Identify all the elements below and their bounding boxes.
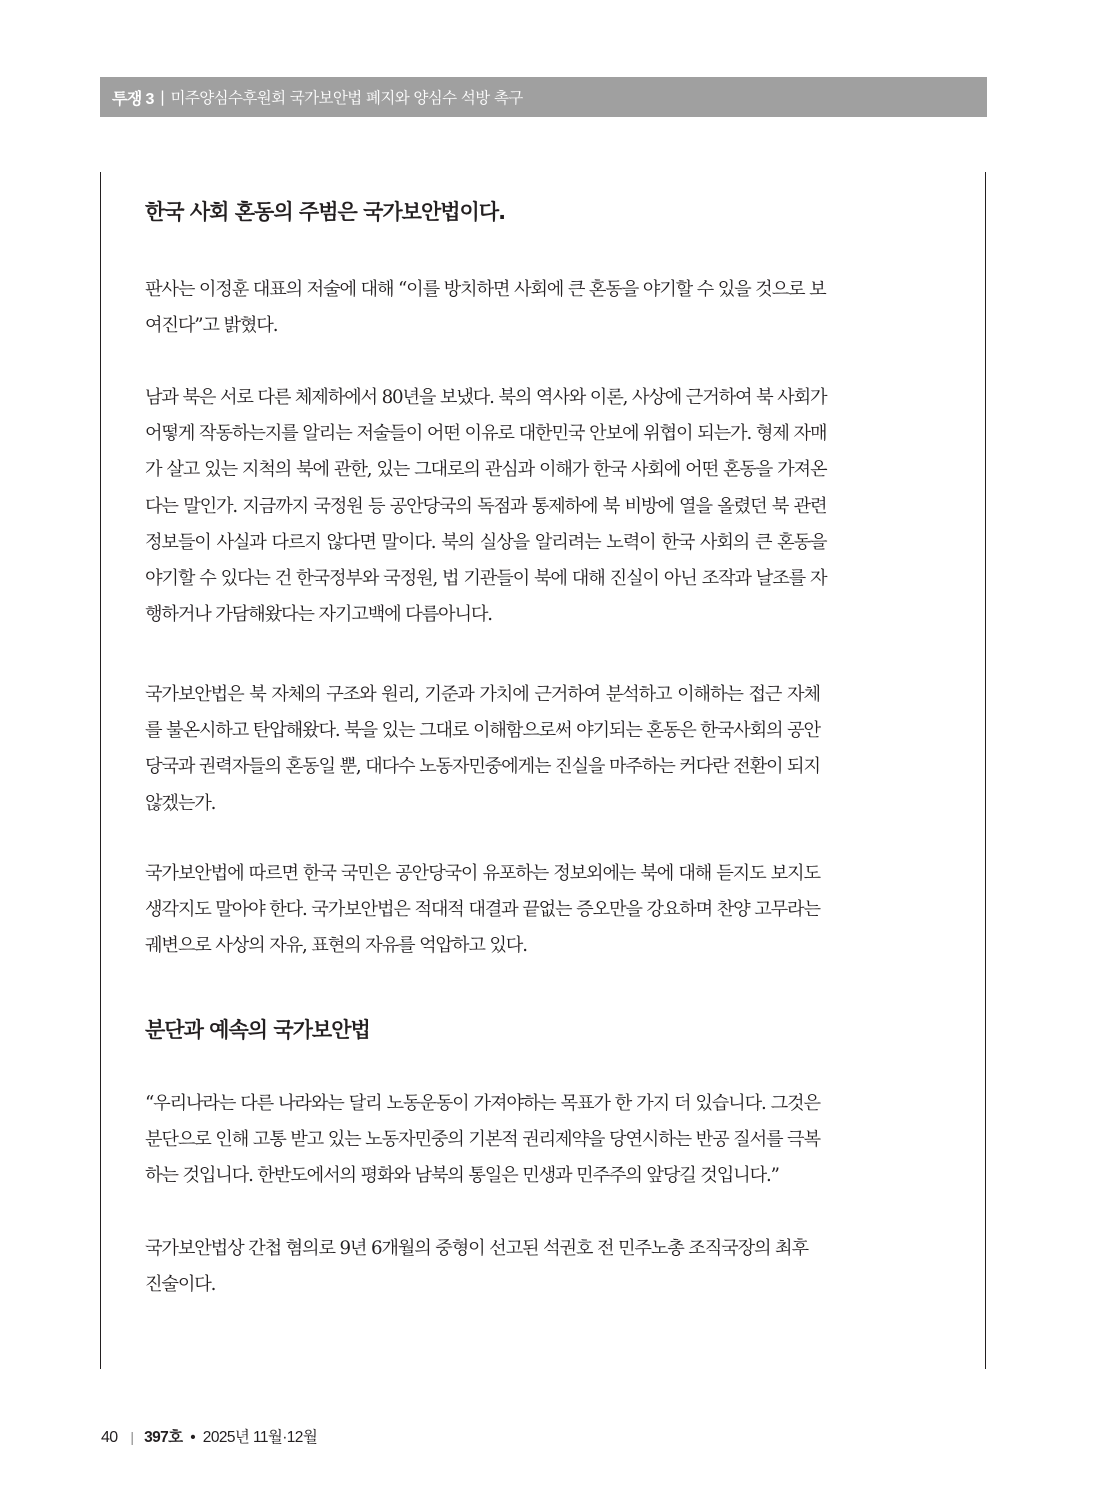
text-line: 야기할 수 있다는 건 한국정부와 국정원, 법 기관들이 북에 대해 진실이 아닌 조작과 날조를 자	[145, 568, 827, 590]
text-line: 국가보안법상 간첩 혐의로 9년 6개월의 중형이 선고된 석권호 전 민주노총 조직국장의 최후	[145, 1238, 808, 1259]
text-line: 궤변으로 사상의 자유, 표현의 자유를 억압하고 있다.	[145, 935, 527, 957]
subheading-main-culprit: 한국 사회 혼동의 주범은 국가보안법이다.	[145, 200, 506, 224]
text-line: 하는 것입니다. 한반도에서의 평화와 남북의 통일은 민생과 민주주의 앞당길 것입니다.”	[145, 1165, 779, 1187]
left-border-rule	[100, 172, 101, 1369]
text-line: 정보들이 사실과 다르지 않다면 말이다. 북의 실상을 알리려는 노력이 한국 사회의 큰 혼동을	[145, 531, 827, 553]
header-separator: |	[159, 88, 165, 106]
text-line: 남과 북은 서로 다른 체제하에서 80년을 보냈다. 북의 역사와 이론, 사상에 근거하여 북 사회가	[145, 387, 827, 408]
text-line: 판사는 이정훈 대표의 저술에 대해 “이를 방치하면 사회에 큰 혼동을 야기할 수 있을 것으로 보	[145, 279, 826, 300]
text-line: 국가보안법에 따르면 한국 국민은 공안당국이 유포하는 정보외에는 북에 대해 듣지도 보지도	[145, 863, 820, 884]
footer-separator: |	[130, 1429, 134, 1445]
text-line: 진술이다.	[145, 1274, 216, 1296]
issue-number: 397호	[144, 1429, 183, 1446]
paragraph-quote	[145, 1086, 820, 1195]
paragraph-nsa-suppression	[145, 677, 820, 822]
section-header-bar	[100, 77, 987, 117]
text-line: 행하거나 가담해왔다는 자기고백에 다름아니다.	[145, 604, 492, 626]
right-border-rule	[985, 172, 986, 1369]
page-number: 40	[101, 1429, 118, 1446]
text-line: “우리나라는 다른 나라와는 달리 노동운동이 가져야하는 목표가 한 가지 더 있습니다. 그것은	[145, 1093, 820, 1114]
section-title: 미주양심수후원회 국가보안법 폐지와 양심수 석방 촉구	[170, 89, 523, 107]
text-line: 여진다”고 밝혔다.	[145, 315, 278, 337]
text-line: 생각지도 말아야 한다. 국가보안법은 적대적 대결과 끝없는 증오만을 강요하며 찬양 고무라는	[145, 899, 820, 921]
page-footer	[101, 1425, 317, 1447]
subheading-division-subordination: 분단과 예속의 국가보안법	[145, 1018, 370, 1042]
text-line: 가 살고 있는 지척의 북에 관한, 있는 그대로의 관심과 이해가 한국 사회에 어떤 혼동을 가져온	[145, 459, 827, 481]
section-label: 투쟁 3	[112, 90, 154, 108]
issue-date: 2025년 11월·12월	[202, 1429, 318, 1446]
text-line: 다는 말인가. 지금까지 국정원 등 공안당국의 독점과 통제하에 북 비방에 열을 올렸던 북 관련	[145, 495, 827, 517]
text-line: 국가보안법은 북 자체의 구조와 원리, 기준과 가치에 근거하여 분석하고 이해하는 접근 자체	[145, 684, 820, 705]
text-line: 를 불온시하고 탄압해왔다. 북을 있는 그대로 이해함으로써 야기되는 혼동은 한국사회의 공안	[145, 720, 820, 742]
bullet-icon: •	[190, 1429, 196, 1446]
paragraph-quote-attribution	[145, 1231, 808, 1303]
text-line: 어떻게 작동하는지를 알리는 저술들이 어떤 이유로 대한민국 안보에 위협이 되는가. 형제 자매	[145, 423, 827, 445]
paragraph-judge-statement	[145, 272, 826, 344]
text-line: 당국과 권력자들의 혼동일 뿐, 대다수 노동자민중에게는 진실을 마주하는 커다란 전환이 되지	[145, 756, 820, 778]
paragraph-80-years	[145, 380, 826, 633]
text-line: 분단으로 인해 고통 받고 있는 노동자민중의 기본적 권리제약을 당연시하는 반공 질서를 극복	[145, 1129, 820, 1151]
text-line: 않겠는가.	[145, 792, 216, 814]
paragraph-freedom-suppression	[145, 856, 820, 965]
